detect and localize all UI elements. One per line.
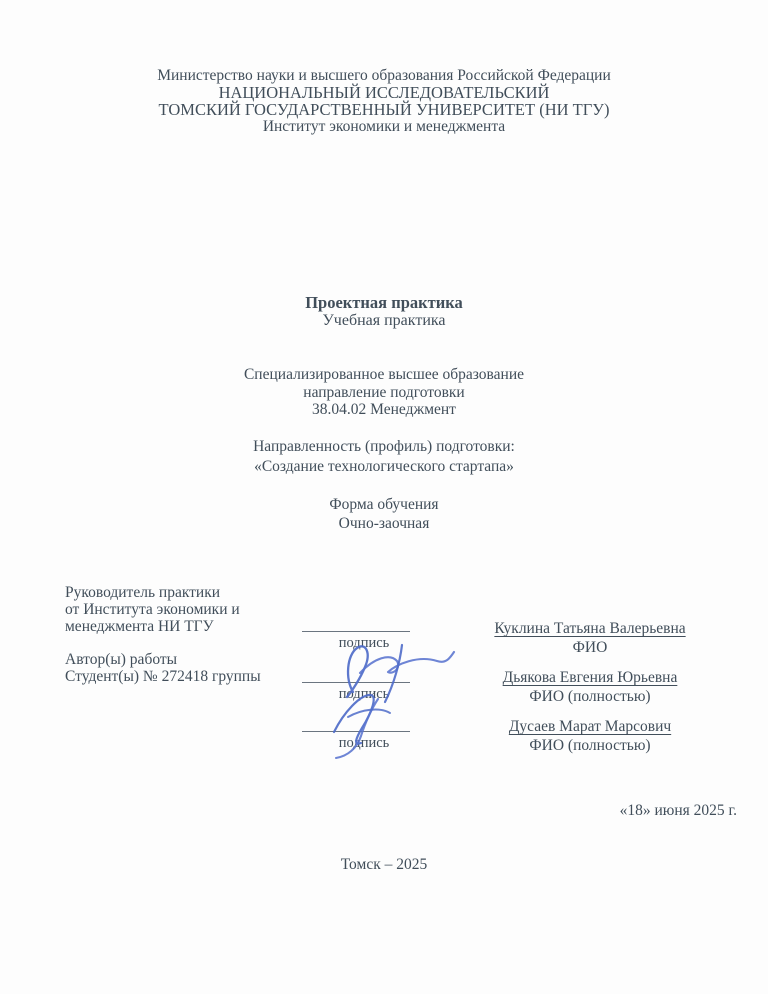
- city-year-line: Томск – 2025: [340, 856, 428, 873]
- document-header: [0, 67, 768, 135]
- person-name-2: Дьякова Евгения Юрьевна: [502, 669, 678, 686]
- profile-label: Направленность (профиль) подготовки:: [253, 438, 515, 455]
- university-name-line2: ТОМСКИЙ ГОСУДАРСТВЕННЫЙ УНИВЕРСИТЕТ (НИ ТГУ): [158, 100, 610, 119]
- person-name-3: Дусаев Марат Марсович: [508, 718, 672, 735]
- date-line: «18» июня 2025 г.: [619, 802, 737, 819]
- study-form-value: Очно-заочная: [338, 515, 430, 532]
- ministry-line: Министерство науки и высшего образования Российской Федерации: [157, 67, 611, 84]
- work-title: Проектная практика: [305, 293, 463, 312]
- person-block-2: [440, 670, 740, 705]
- person-block-1: [440, 621, 740, 656]
- institute-line: Институт экономики и менеджмента: [262, 118, 506, 135]
- signature-caption-3: подпись: [338, 735, 390, 751]
- education-level: Специализированное высшее образование: [243, 366, 525, 383]
- work-subtitle: Учебная практика: [322, 312, 446, 329]
- person-block-3: [440, 719, 740, 754]
- signature-caption-2: подпись: [338, 686, 390, 702]
- direction-code: 38.04.02 Менеджмент: [312, 401, 456, 418]
- authors-line-1: Автор(ы) работы: [65, 651, 178, 668]
- study-form-label: Форма обучения: [329, 496, 439, 513]
- signature-caption-1: подпись: [338, 635, 390, 651]
- university-name-line1: НАЦИОНАЛЬНЫЙ ИССЛЕДОВАТЕЛЬСКИЙ: [218, 83, 550, 102]
- person-role-2: ФИО (полностью): [529, 688, 651, 705]
- program-block: [0, 366, 768, 419]
- work-title-block: [0, 294, 768, 330]
- direction-label: направление подготовки: [303, 383, 465, 401]
- person-name-1: Куклина Татьяна Валерьевна: [494, 620, 686, 637]
- authors-line-2: Студент(ы) № 272418 группы: [65, 668, 261, 685]
- profile-block: [0, 437, 768, 477]
- handwritten-signature-student: [320, 690, 406, 760]
- roles-column: [65, 584, 365, 685]
- signature-line-1: [302, 631, 410, 632]
- supervisor-line-1: Руководитель практики: [65, 584, 221, 601]
- person-role-3: ФИО (полностью): [529, 737, 651, 754]
- profile-value: «Создание технологического стартапа»: [254, 458, 514, 475]
- study-form-block: [0, 495, 768, 533]
- supervisor-line-2: от Института экономики и: [65, 601, 240, 618]
- supervisor-line-3: менеджмента НИ ТГУ: [65, 618, 214, 635]
- person-role-1: ФИО: [572, 639, 608, 656]
